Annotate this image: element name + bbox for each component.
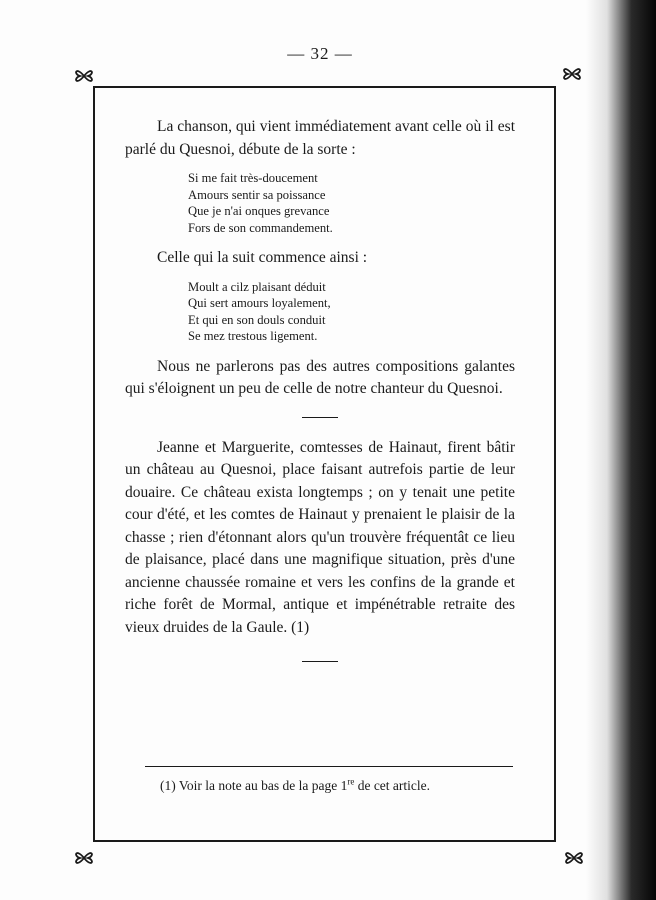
verse-block-two [188, 279, 515, 345]
verse-line: Se mez trestous ligement. [188, 329, 318, 343]
verse-line: Amours sentir sa poissance [188, 187, 326, 202]
paragraph-chateau: Jeanne et Marguerite, comtesses de Hainaut, firent bâtir un château au Quesnoi, place faisant autrefois partie de leur douaire. Ce château exista longtemps ; on y tenait une petite cour d'été, et les comtes de Hainaut y prenaient le plaisir de la chasse ; rien d'étonnant alors qu'un trouvère fréquentât ce lieu de plaisance, placé dans une magnifique situation, près d'une ancienne chaussée romaine et vers les confins de la grande et riche forêt de Mormal, antique et impénétrable retraite des vieux druides de la Gaule. (1) [125, 438, 515, 636]
paragraph-galantes: Nous ne parlerons pas des autres compositions galantes qui s'éloignent un peu de celle de notre chanteur du Quesnoi. [125, 357, 515, 397]
footnote-rule [145, 766, 513, 767]
verse-line: Que je n'ai onques grevance [188, 204, 330, 218]
section-separator [302, 661, 338, 662]
corner-ornament-icon [72, 64, 96, 88]
section-separator [302, 417, 338, 418]
verse-line: Moult a cilz plaisant déduit [188, 279, 326, 294]
corner-ornament-icon [562, 846, 586, 870]
corner-ornament-icon [560, 62, 584, 86]
corner-ornament-icon [72, 846, 96, 870]
scan-shadow-edge [586, 0, 656, 900]
verse-line: Et qui en son douls conduit [188, 312, 326, 327]
paragraph-second-intro: Celle qui la suit commence ainsi : [157, 249, 368, 266]
footnote [160, 777, 520, 795]
verse-line: Si me fait très-doucement [188, 171, 318, 185]
verse-line: Qui sert amours loyalement, [188, 296, 331, 310]
footnote-text: (1) Voir la note au bas de la page 1 [160, 778, 348, 793]
verse-line: Fors de son commandement. [188, 220, 333, 235]
main-text [125, 116, 515, 662]
paragraph-intro: La chanson, qui vient immédiatement avant celle où il est parlé du Quesnoi, débute de la sorte : [125, 118, 515, 158]
footnote-superscript: re [347, 776, 355, 787]
footnote-text-end: de cet article. [354, 778, 431, 793]
verse-block-one [188, 170, 515, 236]
page-number: — 32 — [287, 44, 353, 63]
